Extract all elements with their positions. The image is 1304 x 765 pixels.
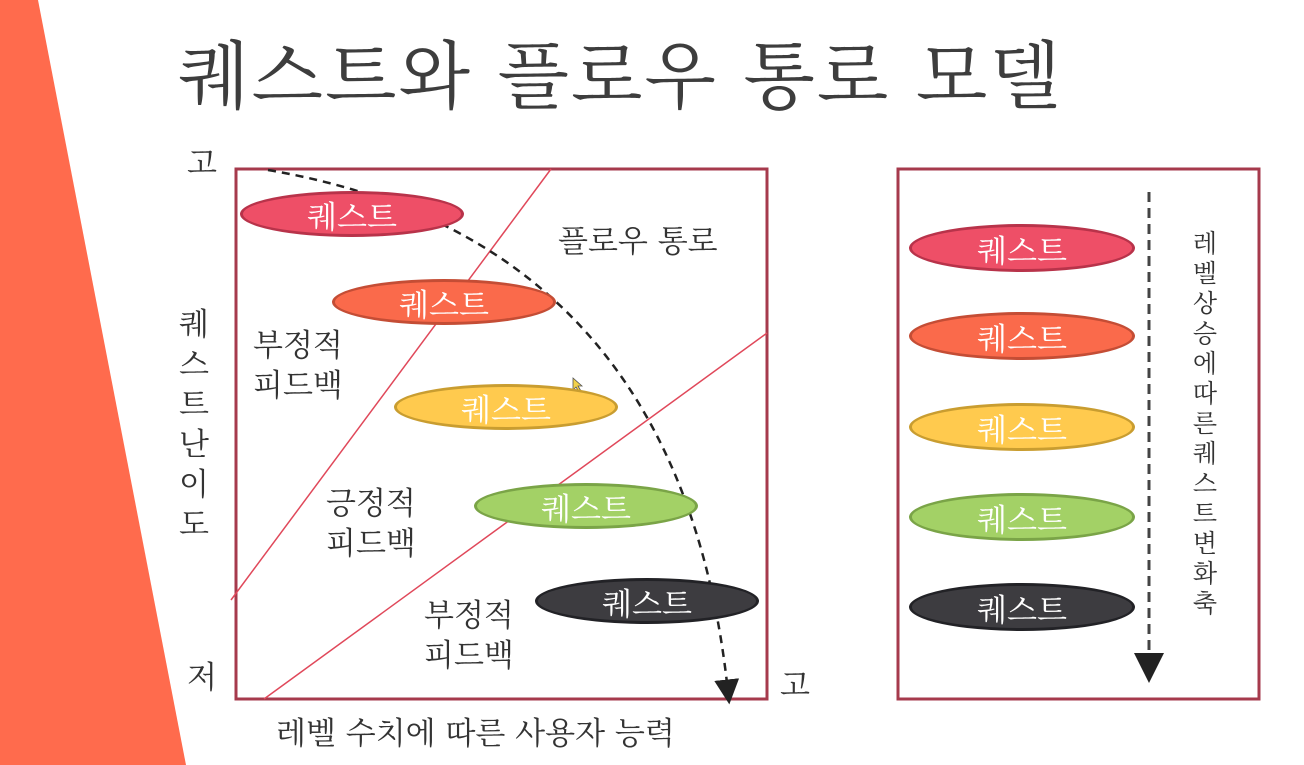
flow-channel-label: 플로우 통로 [558,224,718,260]
right-quest-3: 퀘스트 [909,403,1135,451]
left-quest-1: 퀘스트 [240,191,464,237]
y-axis-high-label: 고 [187,146,217,182]
negative-feedback-bottom-label: 부정적 피드백 [424,598,514,674]
y-axis-low-label: 저 [187,660,217,696]
positive-feedback-label: 긍정적 피드백 [326,486,416,562]
left-quest-5: 퀘스트 [535,578,759,624]
right-quest-2: 퀘스트 [909,312,1135,360]
left-quest-2: 퀘스트 [332,279,556,325]
left-quest-3: 퀘스트 [394,384,618,430]
x-axis-high-label: 고 [780,668,810,704]
negative-feedback-top-label: 부정적 피드백 [253,328,343,404]
right-quest-5: 퀘스트 [909,583,1135,631]
y-axis-label: 퀘 스 트 난 이 도 [179,307,209,543]
slide-title: 퀘스트와 플로우 통로 모델 [178,34,1063,120]
level-up-axis-label: 레 벨 상 승 에 따 른 퀘 스 트 변 화 축 [1192,229,1218,618]
right-quest-1: 퀘스트 [909,224,1135,272]
x-axis-label: 레벨 수치에 따른 사용자 능력 [276,716,675,752]
left-quest-4: 퀘스트 [474,483,698,529]
right-quest-4: 퀘스트 [909,493,1135,541]
